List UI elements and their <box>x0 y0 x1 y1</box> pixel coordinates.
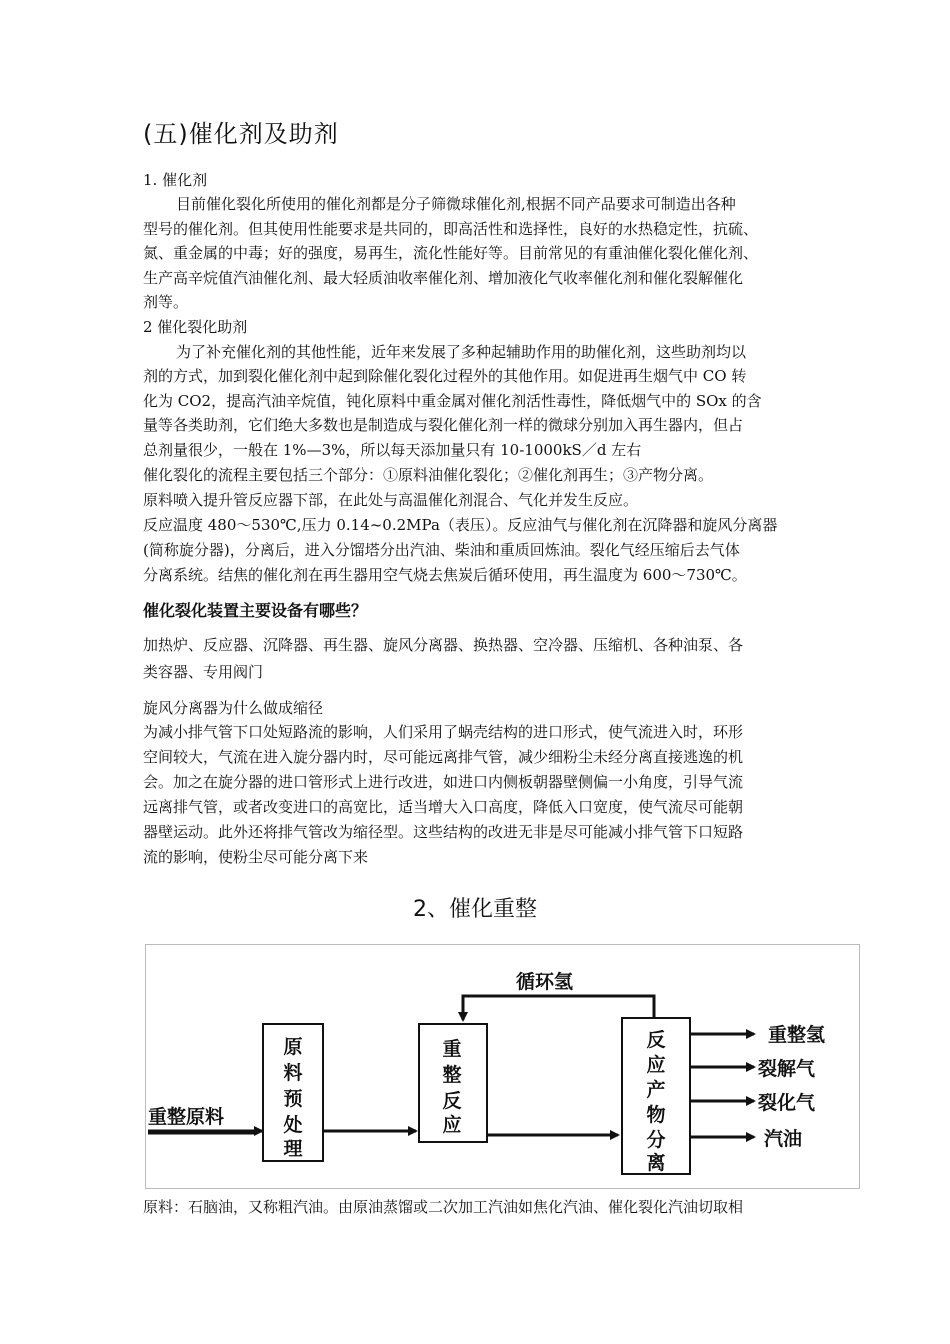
output-label: 汽油 <box>764 1128 803 1150</box>
cyclone-line: 流的影响，使粉尘尽可能分离下来 <box>143 848 369 866</box>
catalyst-line: 剂等。 <box>143 293 189 311</box>
additive-heading: 2 催化裂化助剂 <box>143 318 248 336</box>
pretreatment-text <box>283 1035 303 1160</box>
equipment-line: 类容器、专用阀门 <box>143 663 264 681</box>
catalyst-heading: 1. 催化剂 <box>143 171 208 189</box>
reforming-footer-line: 原料：石脑油，又称粗汽油。由原油蒸馏或二次加工汽油如焦化汽油、催化裂化汽油切取相 <box>143 1198 744 1216</box>
process-line: 分离系统。结焦的催化剂在再生器用空气烧去焦炭后循环使用，再生温度为 600～730℃。 <box>143 566 747 584</box>
catalyst-line: 型号的催化剂。但其使用性能要求是共同的，即高活性和选择性，良好的水热稳定性，抗硫、 <box>143 220 759 238</box>
separation-char: 离 <box>646 1152 666 1174</box>
recycle-hydrogen-loop <box>463 996 654 1020</box>
reactor-char: 应 <box>442 1114 462 1136</box>
process-line: 催化裂化的流程主要包括三个部分：①原料油催化裂化；②催化剂再生；③产物分离。 <box>143 466 714 484</box>
output-label: 裂解气 <box>758 1058 816 1080</box>
separation-char: 应 <box>646 1054 666 1076</box>
additive-line: 量等各类助剂，它们绝大多数也是制造成与裂化催化剂一样的微球分别加入再生器内，但占 <box>143 416 744 434</box>
separation-char: 反 <box>646 1029 666 1051</box>
reactor-char: 反 <box>442 1090 462 1112</box>
cyclone-line: 为减小排气管下口处短路流的影响，人们采用了蜗壳结构的进口形式，使气流进入时，环形 <box>143 723 744 741</box>
reactor-char: 重 <box>442 1038 462 1060</box>
cyclone-line: 空间较大，气流在进入旋分器内时，尽可能远离排气管，减少细粉尘未经分离直接逃逸的机 <box>143 748 744 766</box>
catalyst-line: 生产高辛烷值汽油催化剂、最大轻质油收率催化剂、增加液化气收率催化剂和催化裂解催化 <box>143 269 744 287</box>
separation-char: 产 <box>646 1079 666 1101</box>
additive-line: 为了补充催化剂的其他性能，近年来发展了多种起辅助作用的助催化剂，这些助剂均以 <box>176 343 747 361</box>
additive-line: 总剂量很少，一般在 1%—3%，所以每天添加量只有 10-1000kS／d 左右 <box>143 441 642 459</box>
output-label: 重整氢 <box>768 1024 826 1046</box>
process-line: 原料喷入提升管反应器下部，在此处与高温催化剂混合、气化并发生反应。 <box>143 491 639 509</box>
cyclone-heading: 旋风分离器为什么做成缩径 <box>143 699 324 717</box>
pretreatment-char: 料 <box>283 1062 303 1084</box>
output-label: 裂化气 <box>758 1092 816 1114</box>
process-line: 反应温度 480～530℃,压力 0.14~0.2MPa（表压）。反应油气与催化剂在沉降器和旋风分离器 <box>143 516 778 534</box>
catalyst-line: 氮、重金属的中毒；好的强度，易再生，流化性能好等。目前常见的有重油催化裂化催化剂、 <box>143 244 759 262</box>
flow-diagram-svg <box>146 945 861 1190</box>
cyclone-line: 器壁运动。此外还将排气管改为缩径型。这些结构的改进无非是尽可能减小排气管下口短路 <box>143 823 744 841</box>
pretreatment-char: 理 <box>283 1138 303 1160</box>
process-line: (简称旋分器)，分离后，进入分馏塔分出汽油、柴油和重质回炼油。裂化气经压缩后去气体 <box>143 541 740 559</box>
additive-line: 化为 CO2，提高汽油辛烷值，钝化原料中重金属对催化剂活性毒性，降低烟气中的 SOx 的含 <box>143 392 762 410</box>
reactor-char: 整 <box>442 1064 462 1086</box>
section-title: (五)催化剂及助剂 <box>143 120 339 148</box>
equipment-question: 催化裂化装置主要设备有哪些？ <box>143 601 368 620</box>
reforming-title: 2、催化重整 <box>413 897 537 922</box>
cyclone-line: 远离排气管，或者改变进口的高宽比，适当增大入口高度，降低入口宽度，使气流尽可能朝 <box>143 798 744 816</box>
cyclone-line: 会。加之在旋分器的进口管形式上进行改进，如进口内侧板朝器壁侧偏一小角度，引导气流 <box>143 773 744 791</box>
equipment-line: 加热炉、反应器、沉降器、再生器、旋风分离器、换热器、空冷器、压缩机、各种油泵、各 <box>143 636 744 654</box>
pretreatment-char: 原 <box>283 1036 303 1058</box>
catalyst-line: 目前催化裂化所使用的催化剂都是分子筛微球催化剂,根据不同产品要求可制造出各种 <box>176 195 736 213</box>
pretreatment-char: 处 <box>283 1114 303 1136</box>
recycle-hydrogen-label: 循环氢 <box>516 971 574 993</box>
additive-line: 剂的方式，加到裂化催化剂中起到除催化裂化过程外的其他作用。如促进再生烟气中 CO 转 <box>143 367 747 385</box>
separation-char: 分 <box>646 1129 666 1151</box>
reforming-flow-diagram <box>145 944 860 1189</box>
separation-char: 物 <box>646 1104 666 1126</box>
pretreatment-char: 预 <box>283 1088 303 1110</box>
input-label: 重整原料 <box>148 1106 225 1128</box>
